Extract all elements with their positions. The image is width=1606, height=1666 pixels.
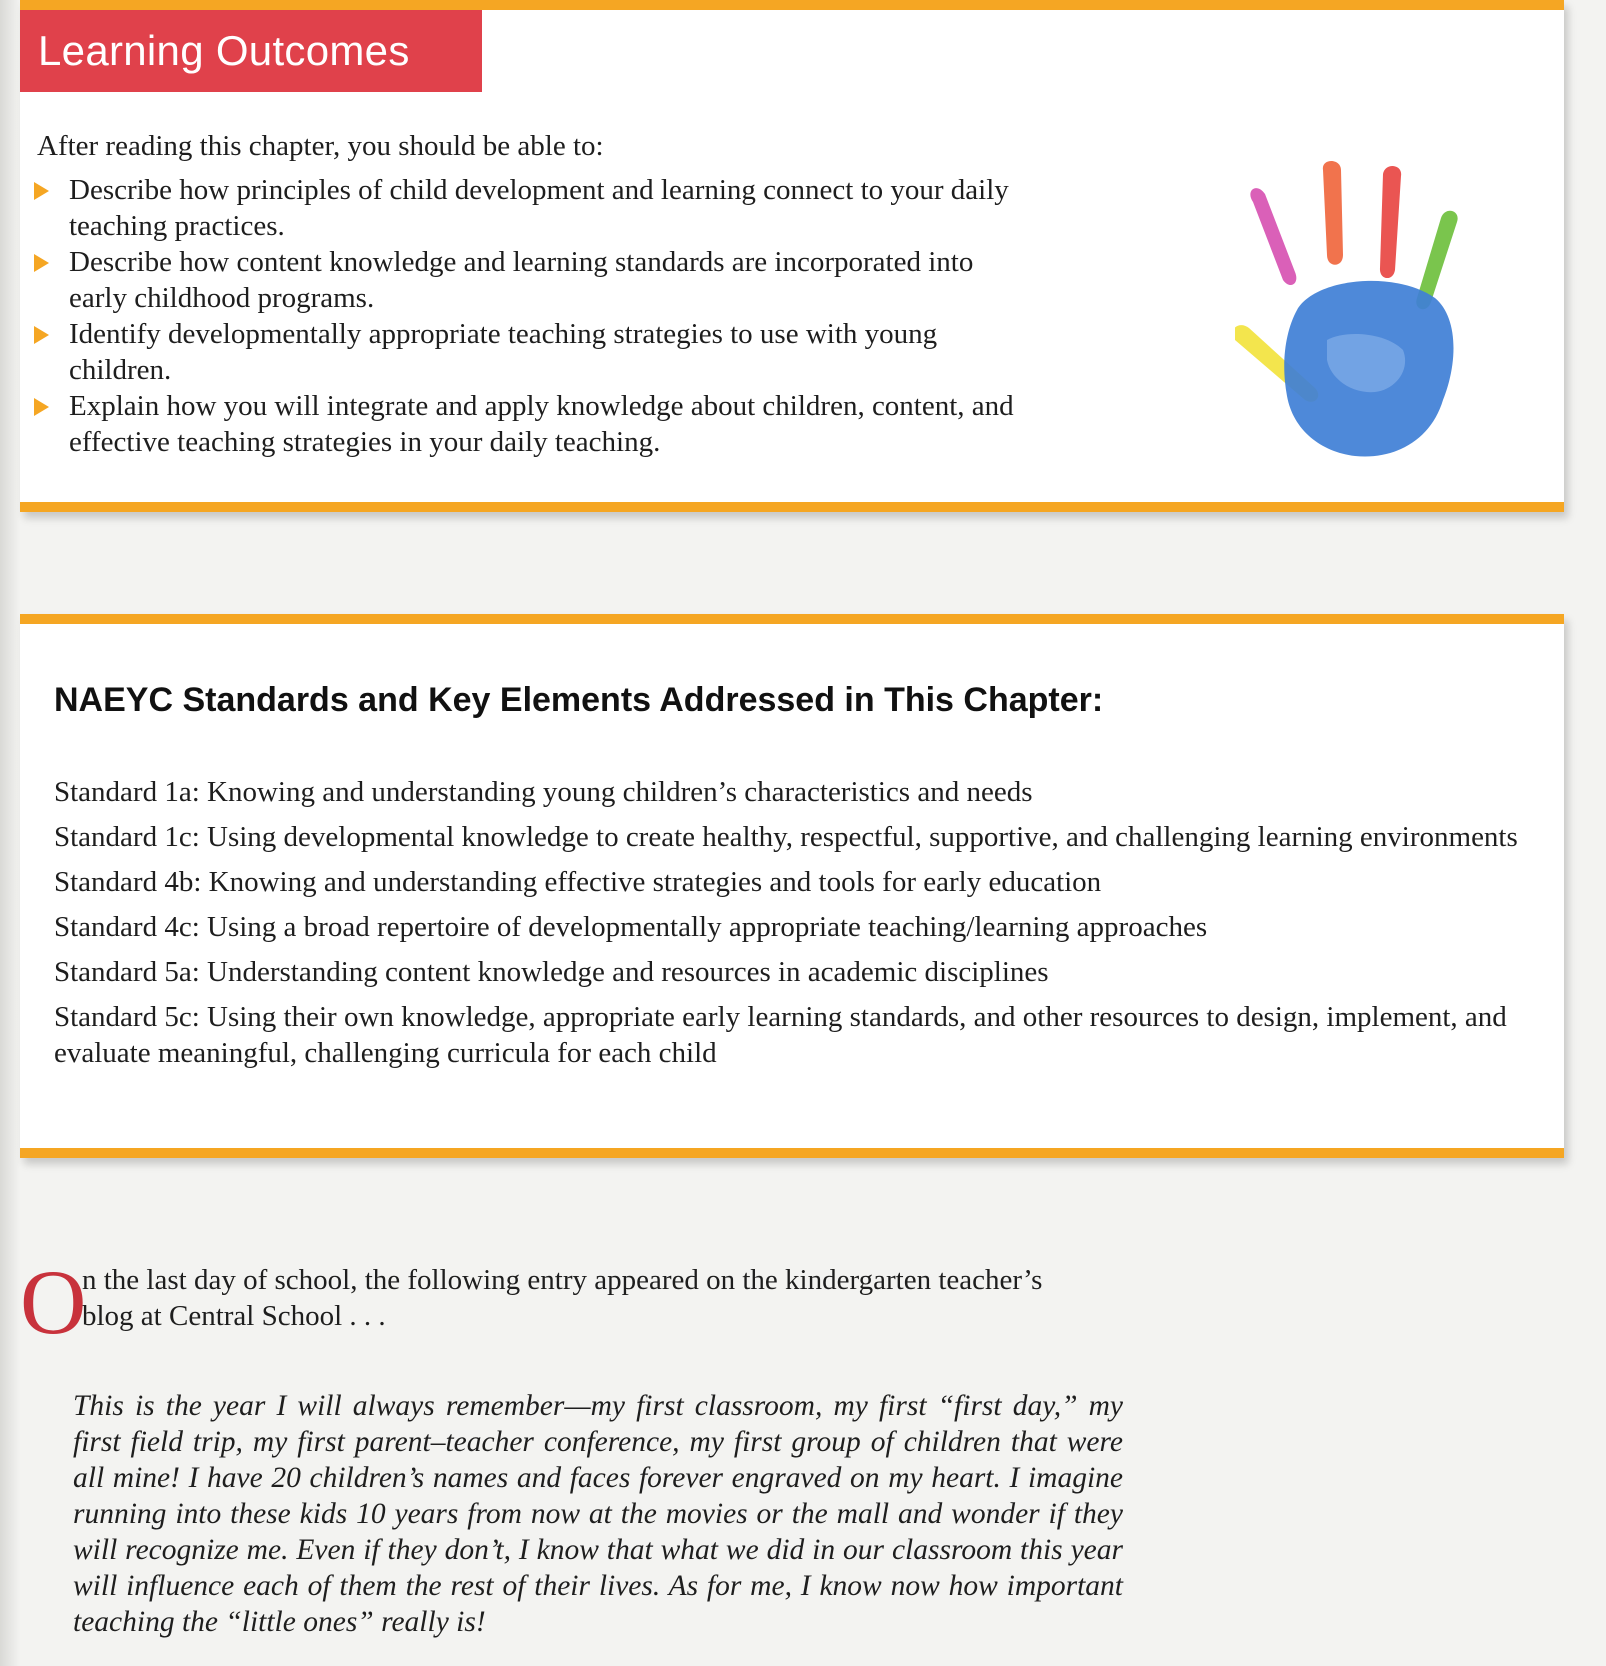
blog-entry-quote: This is the year I will always remember—my first classroom, my first “first day,” my first field trip, my first parent–teacher conference, my first group of children that were all mine! I have 20 children’s names and faces forever engraved on my heart. I imagine running into these kids 10 years from now at the movies or the mall and wonder if they will recognize me. Even if they don’t, I know that what we did in our classroom this year will influence each of them the rest of their lives. As for me, I know now how important teaching the “little ones” really is! — [73, 1389, 1123, 1638]
learning-outcomes-list — [20, 172, 1140, 460]
naeyc-standard-item: Standard 1c: Using developmental knowledge to create healthy, respectful, supportive, and challenging learning environments — [54, 821, 1518, 853]
learning-outcome-text: teaching practices. — [69, 210, 285, 242]
opening-line: n the last day of school, the following entry appeared on the kindergarten teacher’s — [82, 1264, 1043, 1296]
opening-paragraph — [20, 1251, 1170, 1353]
learning-outcome-item — [20, 172, 1140, 244]
learning-outcome-text: Describe how content knowledge and learning standards are incorporated into — [69, 246, 974, 278]
page-gutter-shade — [0, 0, 20, 1666]
naeyc-standard-item: Standard 4c: Using a broad repertoire of developmentally appropriate teaching/learning approaches — [54, 911, 1208, 943]
triangle-bullet-icon — [34, 182, 49, 200]
triangle-bullet-icon — [34, 398, 49, 416]
naeyc-standard-item: Standard 1a: Knowing and understanding young children’s characteristics and needs — [54, 776, 1033, 808]
handprint-image — [1235, 160, 1535, 490]
learning-outcomes-box — [20, 0, 1564, 512]
learning-outcome-text: Explain how you will integrate and apply knowledge about children, content, and — [69, 390, 1014, 422]
naeyc-standard-item: Standard 5a: Understanding content knowledge and resources in academic disciplines — [54, 956, 1049, 988]
learning-outcome-text: early childhood programs. — [69, 282, 375, 314]
learning-outcome-text: Describe how principles of child development and learning connect to your daily — [69, 174, 1009, 206]
naeyc-standards-heading: NAEYC Standards and Key Elements Addressed in This Chapter: — [54, 681, 1104, 719]
learning-outcome-item — [20, 316, 1140, 388]
drop-cap: O — [20, 1251, 87, 1353]
handprint-finger-middle — [1380, 166, 1401, 278]
opening-line: blog at Central School . . . — [82, 1300, 386, 1332]
learning-outcome-text: effective teaching strategies in your daily teaching. — [69, 426, 661, 458]
learning-outcomes-heading: Learning Outcomes — [20, 10, 482, 92]
naeyc-standards-box — [20, 614, 1564, 1158]
opening-text — [20, 1262, 1170, 1334]
triangle-bullet-icon — [34, 326, 49, 344]
learning-outcome-text: children. — [69, 354, 172, 386]
naeyc-standard-item: Standard 5c: Using their own knowledge, appropriate early learning standards, and other resources to design, implement, and evaluate meaningful, challenging curricula for each child — [54, 1001, 1507, 1069]
learning-outcomes-intro: After reading this chapter, you should be able to: — [37, 130, 604, 162]
handprint-finger-ring — [1323, 161, 1343, 265]
naeyc-standards-list — [54, 774, 1534, 1080]
triangle-bullet-icon — [34, 254, 49, 272]
learning-outcome-item — [20, 244, 1140, 316]
handprint-finger-pinky — [1250, 188, 1296, 285]
naeyc-standard-item: Standard 4b: Knowing and understanding effective strategies and tools for early education — [54, 866, 1102, 898]
learning-outcome-text: Identify developmentally appropriate teaching strategies to use with young — [69, 318, 938, 350]
learning-outcome-item — [20, 388, 1140, 460]
